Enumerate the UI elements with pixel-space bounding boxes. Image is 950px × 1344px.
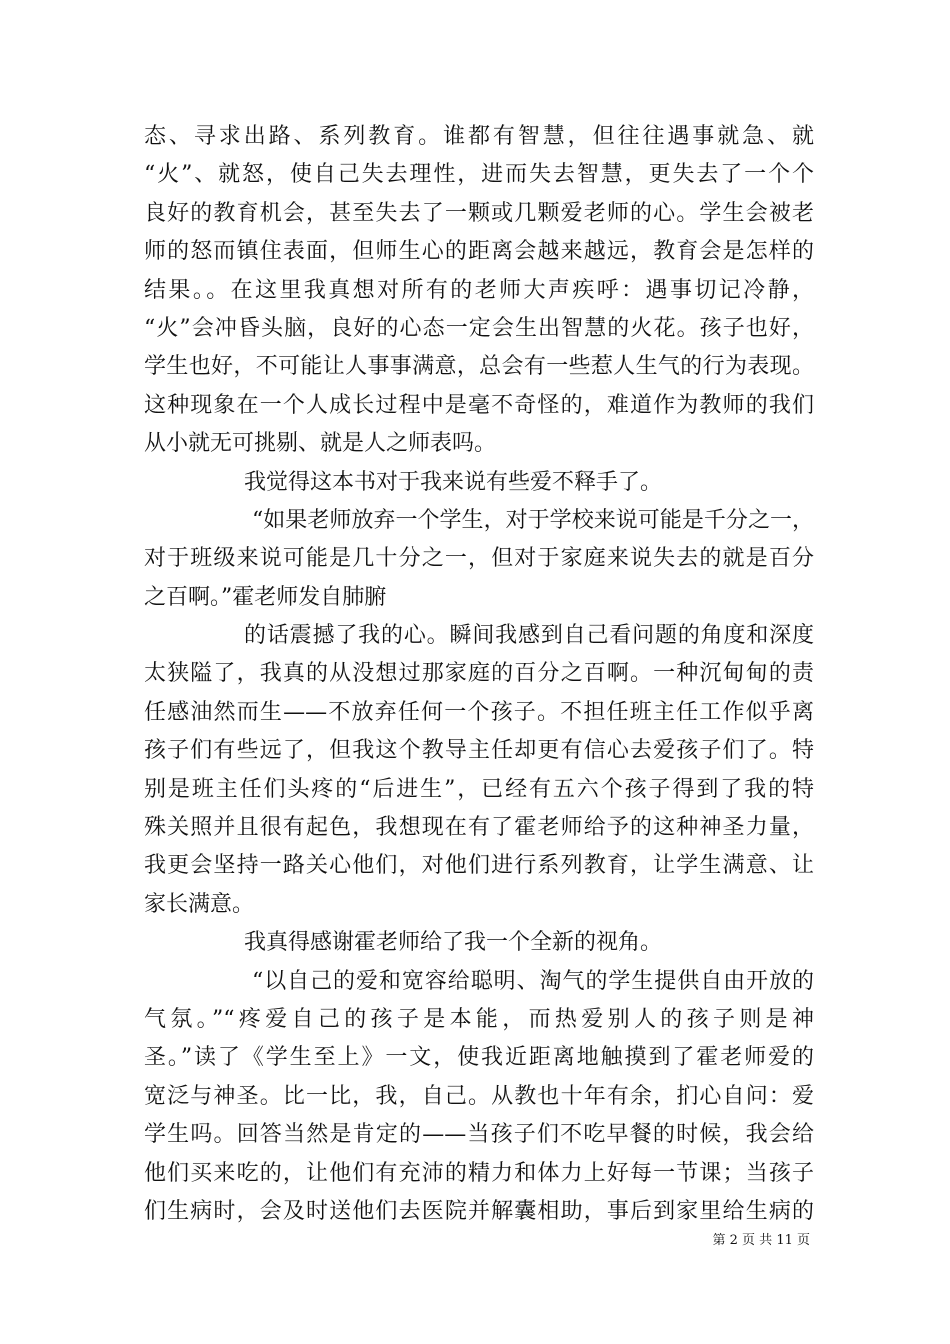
text-line: “以自己的爱和宽容给聪明、淘气的学生提供自由开放的: [252, 968, 814, 994]
text-line: “火”、就怒，使自己失去理性，进而失去智慧，更失去了一个个: [144, 162, 814, 188]
text-line: 态、寻求出路、系列教育。谁都有智慧，但往往遇事就急、就: [144, 124, 814, 149]
text-line: 结果。。在这里我真想对所有的老师大声疾呼：遇事切记冷静，: [144, 277, 814, 303]
text-line: 太狭隘了，我真的从没想过那家庭的百分之百啊。一种沉甸甸的责: [144, 661, 814, 687]
page-number-footer: 第 2 页 共 11 页: [712, 1233, 810, 1248]
text-line: 孩子们有些远了，但我这个教导主任却更有信心去爱孩子们了。特: [144, 738, 814, 764]
text-line: 殊关照并且很有起色，我想现在有了霍老师给予的这种神圣力量，: [144, 815, 814, 841]
text-line: 之百啊。”霍老师发自肺腑: [144, 584, 387, 610]
body-text: [144, 118, 814, 1231]
text-line: 对于班级来说可能是几十分之一，但对于家庭来说失去的就是百分: [144, 546, 814, 572]
text-line: 他们买来吃的，让他们有充沛的精力和体力上好每一节课；当孩子: [144, 1160, 814, 1186]
text-line: “火”会冲昏头脑，良好的心态一定会生出智慧的火花。孩子也好，: [144, 315, 814, 341]
text-line: 师的怒而镇住表面，但师生心的距离会越来越远，教育会是怎样的: [144, 239, 814, 265]
text-line: 学生吗。回答当然是肯定的——当孩子们不吃早餐的时候，我会给: [144, 1122, 814, 1148]
text-line: 家长满意。: [144, 891, 255, 917]
text-line: 从小就无可挑剔、就是人之师表吗。: [144, 431, 497, 457]
text-line: 圣。”读了《学生至上》一文，使我近距离地触摸到了霍老师爱的: [144, 1045, 814, 1071]
text-line: 我真得感谢霍老师给了我一个全新的视角。: [244, 930, 663, 956]
text-line: 我更会坚持一路关心他们，对他们进行系列教育，让学生满意、让: [144, 853, 814, 879]
text-line: 气氛。”“疼爱自己的孩子是本能，而热爱别人的孩子则是神: [144, 1006, 814, 1032]
text-line: 良好的教育机会，甚至失去了一颗或几颗爱老师的心。学生会被老: [144, 200, 814, 226]
text-line: “如果老师放弃一个学生，对于学校来说可能是千分之一，: [252, 507, 814, 533]
text-line: 学生也好，不可能让人事事满意，总会有一些惹人生气的行为表现。: [144, 354, 814, 380]
text-line: 这种现象在一个人成长过程中是毫不奇怪的，难道作为教师的我们: [144, 392, 814, 418]
text-line: 任感油然而生——不放弃任何一个孩子。不担任班主任工作似乎离: [144, 699, 814, 725]
text-line: 我觉得这本书对于我来说有些爱不释手了。: [244, 469, 663, 495]
text-line: 宽泛与神圣。比一比，我，自己。从教也十年有余，扪心自问：爱: [144, 1083, 814, 1109]
text-line: 们生病时，会及时送他们去医院并解囊相助，事后到家里给生病的: [144, 1198, 814, 1224]
text-line: 的话震撼了我的心。瞬间我感到自己看问题的角度和深度: [244, 623, 814, 649]
text-line: 别是班主任们头疼的“后进生”，已经有五六个孩子得到了我的特: [144, 776, 814, 802]
